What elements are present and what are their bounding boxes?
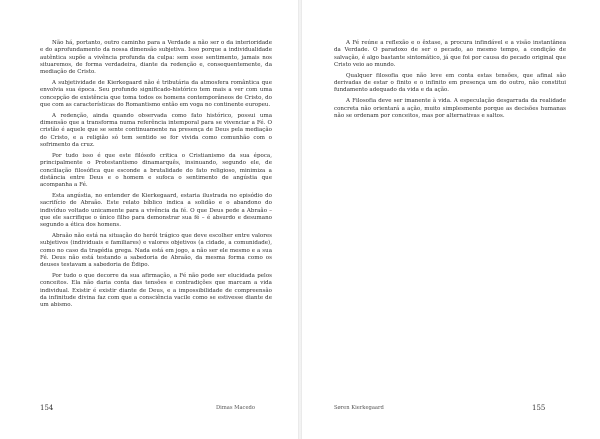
paragraph: A Filosofia deve ser imanente à vida. A especulação desgarrada da realidade concreta não orientará a ação, muito simplesmente porque as decisões humanas não se ordenam por conceitos, mas por alternativas e saltos.: [334, 98, 566, 119]
paragraph: Por tudo o que decorre da sua afirmação, a Fé não pode ser elucidada pelos conceitos. Ela não daria conta das tensões e contradições que marcam a vida individual. Existir é existir diante de Deus, e a impossibilidade de compreensão da infinitude divina faz com que a consciência vacile como se estivesse diante de um abismo.: [40, 273, 272, 309]
paragraph: A redenção, ainda quando observada como fato histórico, possui uma dimensão que a transforma numa referência intemporal para se vivenciar a Fé. O cristão é aquele que se sente continuamente na presença de Deus pela mediação do Cristo, e a religião só tem sentido se for vivida como comunhão com o sofrimento da cruz.: [40, 112, 272, 149]
page-number: 155: [532, 404, 546, 412]
paragraph: Por tudo isso é que este filósofo critica o Cristianismo da sua época, principalmente o Protestantismo dinamarquês, insinuando, segundo ele, de conciliação filosófica que esconde a brutalidade do fato religioso, minimiza a distância entre Deus e o homem e sufoca o sentimento de angústia que acompanha a Fé.: [40, 152, 272, 189]
paragraph: Abraão não está na situação do herói trágico que deve escolher entre valores subjetivos (individuais e familiares) e valores objetivos (a cidade, a comunidade), como no caso da tragédia grega. Nada está em jogo, a não ser ele mesmo e a sua Fé. Deus não está testando a sabedoria de Abraão, da mesma forma como os deuses testavam a sabedoria de Édipo.: [40, 233, 272, 269]
running-footer-title: Søren Kierkegaard: [334, 405, 384, 411]
paragraph: Não há, portanto, outro caminho para a Verdade a não ser o da interioridade e do aprofundamento da nossa dimensão subjetiva. Isso porque a individualidade autêntica supõe a vivência profunda da culpa: sem esse sentimento, jamais nos situaremos, de forma verdadeira, diante da redenção e, consequentemente, da mediação de Cristo.: [40, 40, 272, 76]
right-page-text: [334, 40, 566, 124]
page-number: 154: [40, 404, 54, 412]
left-page: [0, 0, 298, 439]
left-page-text: [40, 40, 272, 313]
right-page: [302, 0, 600, 439]
running-footer-author: Dimas Macedo: [216, 405, 255, 411]
paragraph: A Fé reúne a reflexão e o êxtase, a procura infindável e a visão instantânea da Verdade. O paradoxo de ser o pecado, ao mesmo tempo, a condição de salvação, é algo bastante sintomático, já que foi por causa do pecado original que Cristo veio ao mundo.: [334, 40, 566, 68]
paragraph: Qualquer filosofia que não leve em conta estas tensões, que afinal são derivadas de estar o finito e o infinito em presença um do outro, não constitui fundamento adequado da vida e da ação.: [334, 72, 566, 94]
paragraph: Esta angústia, no entender de Kierkegaard, estaria ilustrada no episódio do sacrifício de Abraão. Este relato bíblico indica a solidão e o abandono do indivíduo voltado unicamente para a vivência da fé. O que Deus pede a Abraão – que ele sacrifique o único filho para demonstrar sua fé – é absurdo e desumano segundo a ética dos homens.: [40, 193, 272, 229]
paragraph: A subjetividade de Kierkegaard não é tributária da atmosfera romântica que envolvia sua época. Seu profundo significado-histórico tem mais a ver com uma concepção de existência que toma todos os homens contemporâneos de Cristo, do que com as características do Romantismo então em voga no continente europeu.: [40, 80, 272, 108]
